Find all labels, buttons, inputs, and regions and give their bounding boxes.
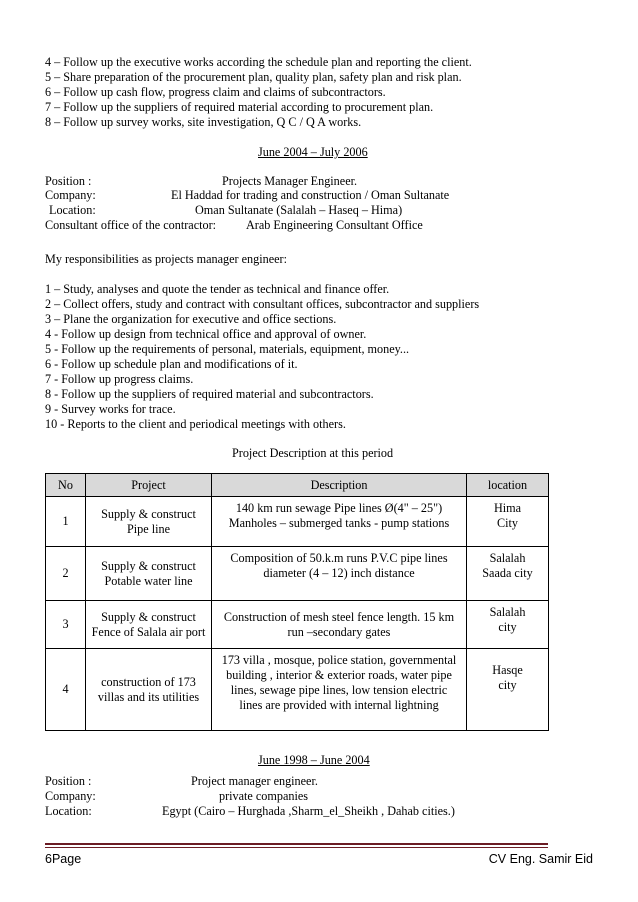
location-line: Hasqe: [492, 663, 523, 677]
company-value: private companies: [219, 789, 309, 803]
description-line: 140 km run sewage Pipe lines Ø(4" – 25"): [235, 501, 443, 515]
table-row: [46, 497, 549, 547]
intro-item: 6 – Follow up cash flow, progress claim and claims of subcontractors.: [45, 85, 386, 99]
cell-description: [212, 497, 467, 547]
header-location: location: [467, 474, 549, 497]
cell-no: 1: [46, 497, 86, 547]
company-label: Company:: [45, 789, 96, 803]
company-value: El Haddad for trading and construction / Oman Sultanate: [171, 188, 450, 202]
location-label: Location:: [49, 203, 96, 217]
project-line: Supply & construct: [101, 558, 196, 573]
description-line: lines are provided with internal lightning: [239, 698, 439, 712]
responsibility-item: 9 - Survey works for trace.: [45, 402, 176, 416]
consultant-label: Consultant office of the contractor:: [45, 218, 217, 232]
period-heading: June 2004 – July 2006: [258, 145, 368, 159]
footer-rule: [45, 843, 548, 845]
responsibility-item: 4 - Follow up design from technical office and approval of owner.: [45, 327, 367, 341]
project-line: Pipe line: [127, 521, 170, 536]
header-no: No: [46, 474, 86, 497]
location-line: city: [498, 678, 517, 692]
description-line: run –secondary gates: [287, 624, 391, 639]
header-description: Description: [212, 474, 467, 497]
cell-location: [467, 547, 549, 601]
description-line: diameter (4 – 12) inch distance: [263, 566, 415, 580]
period-heading: June 1998 – June 2004: [258, 753, 370, 767]
project-table: [45, 473, 549, 731]
cell-project: [86, 649, 212, 731]
responsibility-item: 10 - Reports to the client and periodical meetings with others.: [45, 417, 346, 431]
project-line: Supply & construct: [101, 609, 196, 624]
project-line: Fence of Salala air port: [91, 624, 206, 639]
cell-no: 2: [46, 547, 86, 601]
position-value: Projects Manager Engineer.: [222, 174, 358, 188]
description-line: Manholes – submerged tanks - pump stations: [228, 516, 450, 530]
cell-description: [212, 547, 467, 601]
position-label: Position :: [45, 774, 92, 788]
position-label: Position :: [45, 174, 92, 188]
description-line: Construction of mesh steel fence length. 15 km: [223, 609, 455, 624]
responsibility-item: 8 - Follow up the suppliers of required material and subcontractors.: [45, 387, 374, 401]
table-row: [46, 601, 549, 649]
project-line: villas and its utilities: [97, 689, 200, 704]
location-line: City: [497, 516, 518, 530]
description-line: building , interior & exterior roads, water pipe: [226, 668, 452, 682]
description-line: lines, sewage pipe lines, low tension electric: [230, 683, 448, 697]
intro-item: 4 – Follow up the executive works according the schedule plan and reporting the client.: [45, 55, 472, 69]
header-project: Project: [86, 474, 212, 497]
cell-location: [467, 497, 549, 547]
location-line: Saada city: [482, 566, 533, 580]
project-line: construction of 173: [101, 674, 196, 689]
location-line: city: [498, 620, 517, 634]
footer-title: CV Eng. Samir Eid: [488, 852, 593, 866]
responsibility-item: 3 – Plane the organization for executive and office sections.: [45, 312, 337, 326]
table-row: [46, 547, 549, 601]
cell-project: [86, 547, 212, 601]
footer-rule: [45, 847, 548, 848]
project-line: Potable water line: [104, 573, 193, 588]
description-line: Composition of 50.k.m runs P.V.C pipe lines: [230, 551, 448, 565]
responsibility-item: 1 – Study, analyses and quote the tender as technical and finance offer.: [45, 282, 390, 296]
company-label: Company:: [45, 188, 96, 202]
cell-project: [86, 497, 212, 547]
cell-description: [212, 649, 467, 731]
description-line: 173 villa , mosque, police station, governmental: [221, 653, 457, 667]
position-value: Project manager engineer.: [191, 774, 318, 788]
project-line: Supply & construct: [101, 506, 196, 521]
location-value: Egypt (Cairo – Hurghada ,Sharm_el_Sheikh , Dahab cities.): [162, 804, 455, 818]
footer-page-number: 6Page: [45, 852, 82, 866]
cell-description: [212, 601, 467, 649]
cell-location: [467, 601, 549, 649]
table-header-row: [46, 474, 549, 497]
intro-item: 5 – Share preparation of the procurement plan, quality plan, safety plan and risk plan.: [45, 70, 462, 84]
intro-item: 7 – Follow up the suppliers of required material according to procurement plan.: [45, 100, 434, 114]
cell-no: 4: [46, 649, 86, 731]
cell-location: [467, 649, 549, 731]
responsibility-item: 2 – Collect offers, study and contract with consultant offices, subcontractor and suppliers: [45, 297, 480, 311]
location-label: Location:: [45, 804, 92, 818]
cell-no: 3: [46, 601, 86, 649]
location-line: Salalah: [489, 551, 526, 565]
responsibility-item: 7 - Follow up progress claims.: [45, 372, 194, 386]
consultant-value: Arab Engineering Consultant Office: [246, 218, 423, 232]
location-line: Hima: [493, 501, 522, 515]
responsibility-item: 6 - Follow up schedule plan and modifications of it.: [45, 357, 298, 371]
responsibilities-intro: My responsibilities as projects manager engineer:: [45, 252, 287, 266]
intro-item: 8 – Follow up survey works, site investigation, Q C / Q A works.: [45, 115, 362, 129]
table-caption: Project Description at this period: [232, 446, 394, 460]
location-value: Oman Sultanate (Salalah – Haseq – Hima): [195, 203, 403, 217]
responsibility-item: 5 - Follow up the requirements of personal, materials, equipment, money...: [45, 342, 410, 356]
cell-project: [86, 601, 212, 649]
location-line: Salalah: [489, 605, 526, 619]
table-row: [46, 649, 549, 731]
